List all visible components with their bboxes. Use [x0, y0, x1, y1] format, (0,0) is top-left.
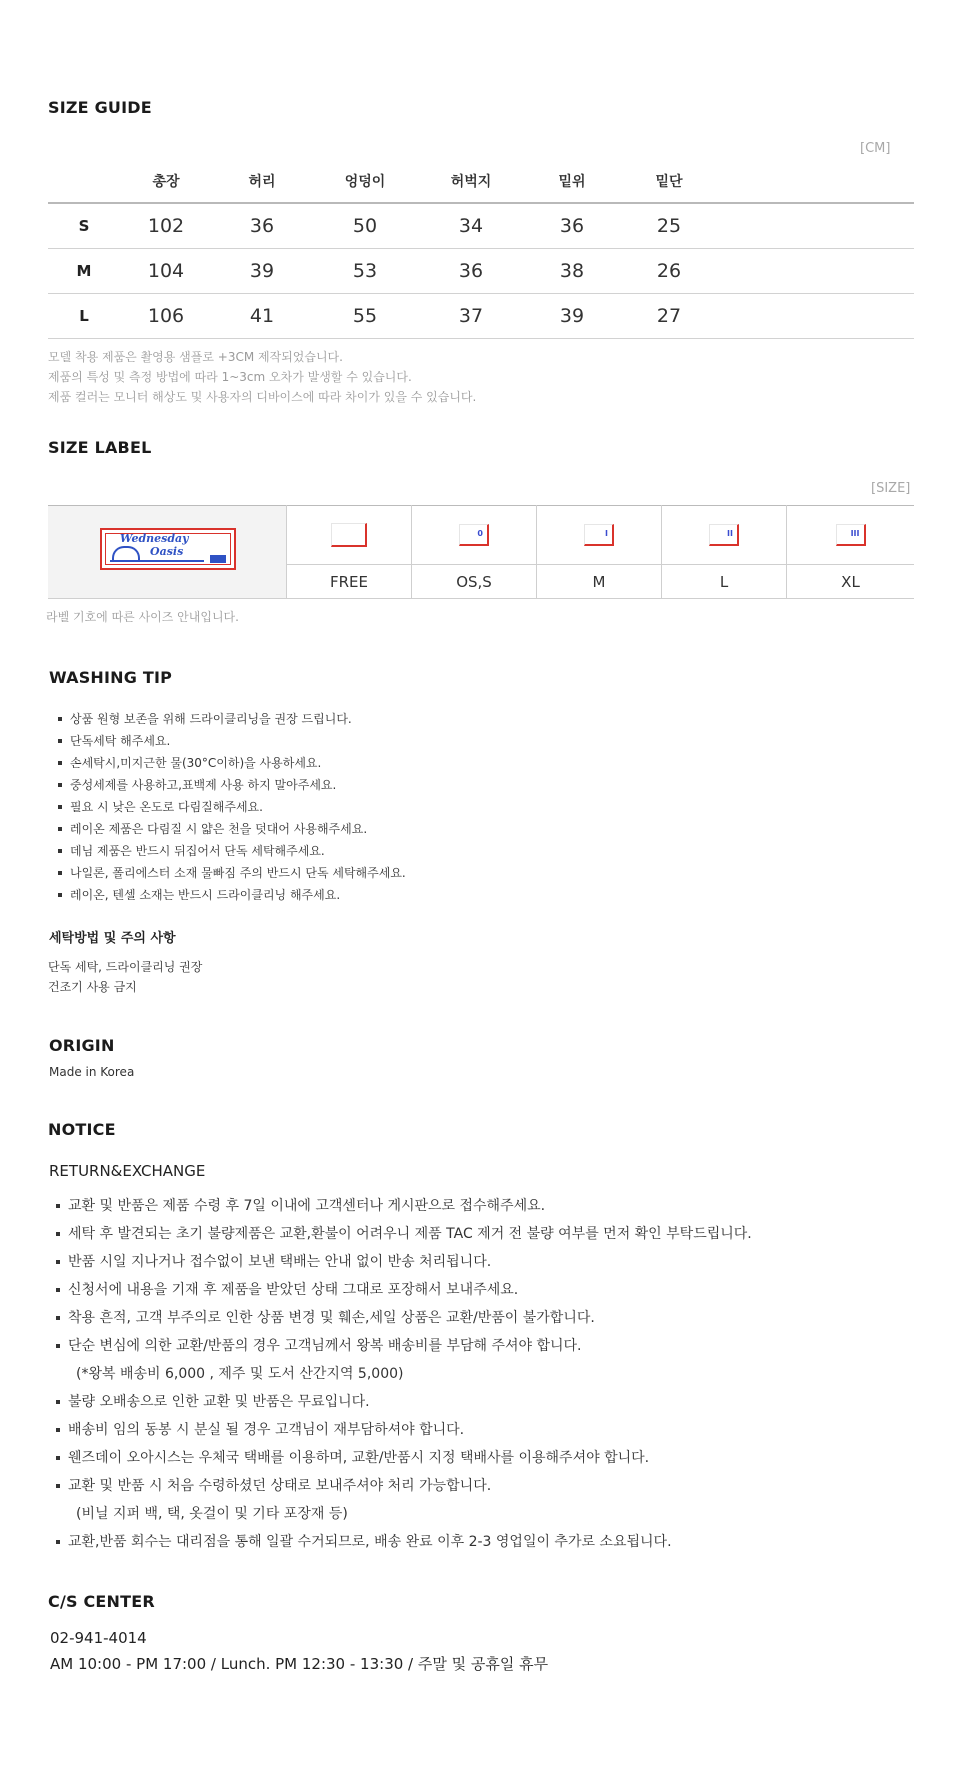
size-tag-icon — [459, 524, 489, 546]
cs-hours: AM 10:00 - PM 17:00 / Lunch. PM 12:30 - 13:30 / 주말 및 공휴일 휴무 — [50, 1655, 549, 1673]
notice-list — [56, 1192, 752, 1556]
size-guide-unit: [CM] — [860, 141, 891, 156]
size-guide-header: 총장 — [120, 160, 212, 203]
measure-cell: 106 — [120, 294, 212, 339]
size-tag-cell — [412, 506, 537, 565]
list-item: 단독세탁 해주세요. — [58, 730, 406, 752]
measure-cell: 27 — [620, 294, 718, 339]
size-tag-mark: III — [850, 529, 860, 538]
size-guide-title: SIZE GUIDE — [48, 98, 152, 117]
size-name-cell: XL — [787, 565, 915, 599]
washing-method-line: 건조기 사용 금지 — [48, 980, 137, 994]
size-label-note: 라벨 기호에 따른 사이즈 안내입니다. — [46, 610, 239, 624]
list-item: 중성세제를 사용하고,표백제 사용 하지 말아주세요. — [58, 774, 406, 796]
measure-cell: 38 — [524, 249, 620, 294]
measure-cell: 26 — [620, 249, 718, 294]
label-image-text: Wednesday — [120, 532, 189, 545]
table-row — [48, 249, 914, 294]
list-item: 신청서에 내용을 기재 후 제품을 받았던 상태 그대로 포장해서 보내주세요. — [56, 1276, 752, 1304]
size-name-cell: OS,S — [412, 565, 537, 599]
size-tag-mark: II — [727, 529, 733, 538]
size-guide-header: 허리 — [212, 160, 312, 203]
size-guide-header: 엉덩이 — [312, 160, 418, 203]
measure-cell: 102 — [120, 203, 212, 249]
size-tag-cell — [662, 506, 787, 565]
measure-cell: 55 — [312, 294, 418, 339]
size-tag-mark: I — [605, 529, 608, 538]
size-guide-table — [48, 160, 914, 339]
size-label-table — [48, 505, 914, 599]
list-item: 레이온 제품은 다림질 시 얇은 천을 덧대어 사용해주세요. — [58, 818, 406, 840]
list-item: 나일론, 폴리에스터 소재 물빠짐 주의 반드시 단독 세탁해주세요. — [58, 862, 406, 884]
size-tag-icon — [331, 523, 367, 547]
list-item: 손세탁시,미지근한 물(30°C이하)을 사용하세요. — [58, 752, 406, 774]
washing-tip-list — [58, 708, 406, 906]
size-tag-icon — [584, 524, 614, 546]
label-image-text: Oasis — [150, 545, 184, 558]
empty-cell — [718, 294, 914, 339]
list-item: 웬즈데이 오아시스는 우체국 택배를 이용하며, 교환/반품시 지정 택배사를 이용해주셔야 합니다. — [56, 1444, 752, 1472]
size-guide-header: 밑위 — [524, 160, 620, 203]
measure-cell: 36 — [212, 203, 312, 249]
list-item-continuation: (*왕복 배송비 6,000 , 제주 및 도서 산간지역 5,000) — [76, 1366, 404, 1382]
measure-cell: 53 — [312, 249, 418, 294]
size-label-title: SIZE LABEL — [48, 438, 152, 457]
list-item: 교환 및 반품은 제품 수령 후 7일 이내에 고객센터나 게시판으로 접수해주세요. — [56, 1192, 752, 1220]
measure-cell: 36 — [524, 203, 620, 249]
measure-cell: 25 — [620, 203, 718, 249]
label-image-cell — [48, 506, 287, 599]
origin-title: ORIGIN — [49, 1036, 115, 1055]
measure-cell: 41 — [212, 294, 312, 339]
origin-value: Made in Korea — [49, 1065, 135, 1079]
list-item: 배송비 임의 동봉 시 분실 될 경우 고객님이 재부담하셔야 합니다. — [56, 1416, 752, 1444]
size-label-unit: [SIZE] — [871, 481, 911, 496]
list-item: 단순 변심에 의한 교환/반품의 경우 고객님께서 왕복 배송비를 부담해 주셔야 합니다. — [56, 1332, 752, 1360]
size-tag-mark: 0 — [477, 529, 483, 538]
size-guide-header-spacer — [718, 160, 914, 203]
list-item: 상품 원형 보존을 위해 드라이클리닝을 권장 드립니다. — [58, 708, 406, 730]
size-tag-icon — [709, 524, 739, 546]
size-guide-header-row — [48, 160, 914, 203]
list-item: 반품 시일 지나거나 접수없이 보낸 택배는 안내 없이 반송 처리됩니다. — [56, 1248, 752, 1276]
size-guide-header: 허벅지 — [418, 160, 524, 203]
size-name-cell: FREE — [287, 565, 412, 599]
cs-phone: 02-941-4014 — [50, 1629, 147, 1647]
size-guide-header: 밑단 — [620, 160, 718, 203]
notice-subtitle: RETURN&EXCHANGE — [49, 1162, 206, 1180]
empty-cell — [718, 249, 914, 294]
size-tag-cell — [537, 506, 662, 565]
measure-cell: 50 — [312, 203, 418, 249]
list-item: 교환,반품 회수는 대리점을 통해 일괄 수거되므로, 배송 완료 이후 2-3 영업일이 추가로 소요됩니다. — [56, 1528, 752, 1556]
size-cell: S — [48, 203, 120, 249]
washing-method-line: 단독 세탁, 드라이클리닝 권장 — [48, 960, 203, 974]
brand-label-image — [100, 528, 236, 570]
table-row — [48, 203, 914, 249]
measure-cell: 39 — [524, 294, 620, 339]
washing-method-title: 세탁방법 및 주의 사항 — [49, 931, 176, 946]
size-guide-note: 제품 컬러는 모니터 해상도 및 사용자의 디바이스에 따라 차이가 있을 수 있습니다. — [48, 390, 477, 404]
size-tag-cell — [787, 506, 915, 565]
cs-center-title: C/S CENTER — [48, 1592, 155, 1611]
size-guide-header — [48, 160, 120, 203]
size-name-cell: M — [537, 565, 662, 599]
size-guide-note: 제품의 특성 및 측정 방법에 따라 1~3cm 오차가 발생할 수 있습니다. — [48, 370, 412, 384]
size-cell: M — [48, 249, 120, 294]
size-guide-notes — [48, 347, 476, 407]
list-item: 착용 흔적, 고객 부주의로 인한 상품 변경 및 훼손,세일 상품은 교환/반품이 불가합니다. — [56, 1304, 752, 1332]
measure-cell: 37 — [418, 294, 524, 339]
measure-cell: 104 — [120, 249, 212, 294]
washing-method-lines — [48, 957, 202, 997]
measure-cell: 36 — [418, 249, 524, 294]
list-item-continuation: (비닐 지퍼 백, 택, 옷걸이 및 기타 포장재 등) — [76, 1506, 348, 1522]
table-row — [48, 294, 914, 339]
size-label-tag-row — [48, 506, 914, 565]
size-cell: L — [48, 294, 120, 339]
size-guide-note: 모델 착용 제품은 촬영용 샘플로 +3CM 제작되었습니다. — [48, 350, 343, 364]
list-item: 교환 및 반품 시 처음 수령하셨던 상태로 보내주셔야 처리 가능합니다. — [56, 1472, 752, 1500]
list-item: 레이온, 텐셀 소재는 반드시 드라이클리닝 해주세요. — [58, 884, 406, 906]
list-item: 세탁 후 발견되는 초기 불량제품은 교환,환불이 어려우니 제품 TAC 제거 전 불량 여부를 먼저 확인 부탁드립니다. — [56, 1220, 752, 1248]
measure-cell: 39 — [212, 249, 312, 294]
measure-cell: 34 — [418, 203, 524, 249]
size-name-cell: L — [662, 565, 787, 599]
list-item: 필요 시 낮은 온도로 다림질해주세요. — [58, 796, 406, 818]
notice-title: NOTICE — [48, 1120, 116, 1139]
washing-tip-title: WASHING TIP — [49, 668, 173, 687]
list-item: 데님 제품은 반드시 뒤집어서 단독 세탁해주세요. — [58, 840, 406, 862]
size-tag-cell — [287, 506, 412, 565]
list-item: 불량 오배송으로 인한 교환 및 반품은 무료입니다. — [56, 1388, 752, 1416]
empty-cell — [718, 203, 914, 249]
size-tag-icon — [836, 524, 866, 546]
